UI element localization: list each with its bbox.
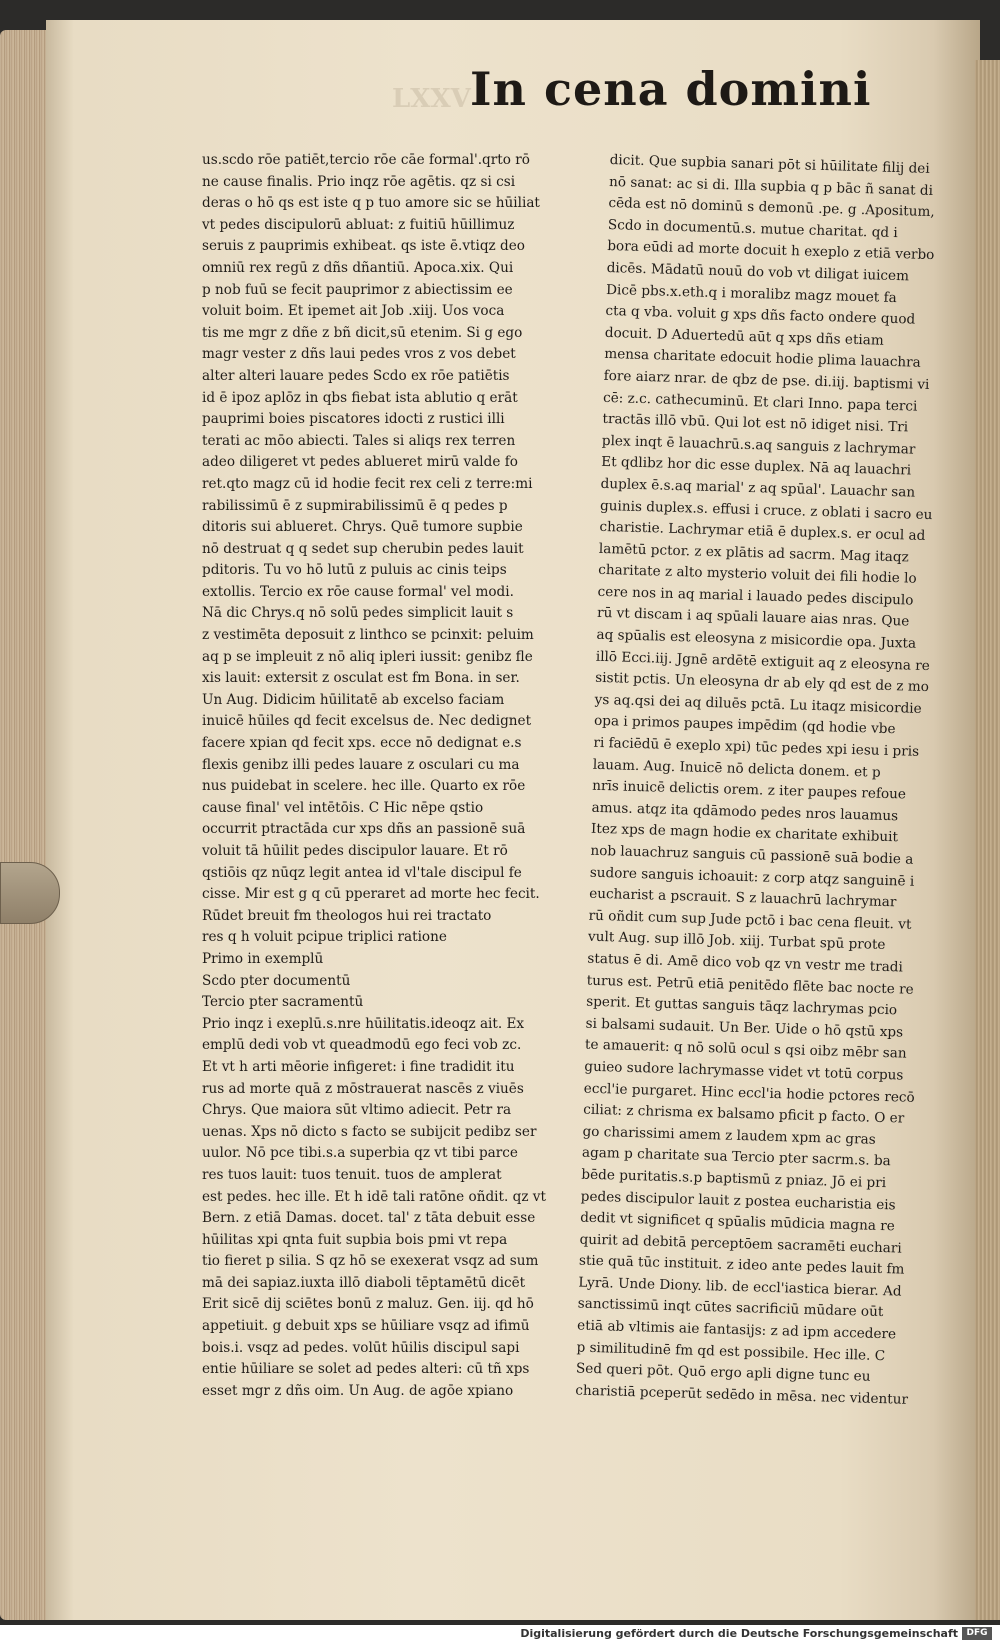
text-line: uulor. Nō pce tibi.s.a superbia qz vt tibi parce (202, 1145, 518, 1162)
text-line: Sed queri pōt. Quō ergo apli digne tunc eu (575, 1360, 871, 1385)
text-line: omniū rex regū z dñs dñantiū. Apoca.xix. Qui (202, 259, 514, 276)
text-line: guinis duplex.s. effusi i cruce. z oblati i sacro eu (599, 497, 933, 523)
text-line: bois.i. vsqz ad pedes. volūt hūilis discipul sapi (202, 1339, 520, 1356)
text-line: opa i primos paupes impēdim (qd hodie vbe (593, 713, 896, 738)
text-line: si balsami sudauit. Un Ber. Uide o hō qstū xps (585, 1015, 904, 1041)
text-line: cēda est nō dominū s demonū .pe. g .Apositum, (608, 195, 935, 221)
text-line: te amauerit: q nō solū ocul s qsi oibz mēbr san (584, 1036, 907, 1062)
text-line: seruis z pauprimis exhibeat. qs iste ē.vtiqz deo (202, 238, 525, 255)
text-line: vt pedes discipulorū abluat: z fuitiū hūillimuz (202, 216, 515, 233)
text-line: Itez xps de magn hodie ex charitate exhibuit (590, 821, 899, 846)
text-line: illō Ecci.iij. Jgnē ardētē extiguit aq z eleosyna re (595, 648, 931, 674)
page-title: In cena domini (470, 62, 872, 116)
footer-bar (0, 1625, 1000, 1643)
text-line: sanctissimū inqt cūtes sacrificiū mūdare oūt (577, 1296, 884, 1321)
text-line: ys aq.qsi dei aq diluēs pctā. Lu itaqz misicordie (594, 691, 922, 717)
text-line: nrīs inuicē delictis orem. z iter paupes refoue (592, 777, 907, 803)
text-line: voluit boim. Et ipemet ait Job .xiij. Uos voca (202, 303, 505, 320)
text-line: ditoris sui ablueret. Chrys. Quē tumore supbie (202, 519, 523, 536)
text-line: Nā dic Chrys.q nō solū pedes simplicit lauit s (202, 605, 514, 622)
text-line: Dicē pbs.x.eth.q i moralibz magz mouet fa (605, 281, 897, 306)
text-line: Prio inqz i exeplū.s.nre hūilitatis.ideoqz ait. Ex (202, 1015, 525, 1032)
text-line: guieo sudore lachrymasse videt vt totū corpus (584, 1058, 904, 1084)
text-line: turus est. Petrū etiā penitēdo flēte bac nocte re (586, 972, 914, 998)
text-line: alter alteri lauare pedes Scdo ex rōe patiētis (202, 367, 510, 384)
text-line: ne cause finalis. Prio inqz rōe agētis. qz si csi (202, 173, 516, 190)
text-line: nō destruat q q sedet sup cherubin pedes lauit (202, 540, 524, 557)
left-text-column (202, 150, 546, 1402)
text-line: magr vester z dñs laui pedes vros z vos debet (202, 346, 516, 363)
text-line: inuicē hūiles qd fecit excelsus de. Nec dedignet (202, 713, 532, 730)
text-line: flexis genibz illi pedes lauare z osculari cu ma (202, 756, 520, 773)
text-line: sperit. Et guttas sanguis tāqz lachrymas pcio (585, 993, 898, 1019)
text-line: terati ac mōo abiecti. Tales si aliqs rex terren (202, 432, 516, 449)
right-text-column (575, 150, 944, 1411)
text-line: Scdo in documentū.s. mutue charitat. qd i (607, 216, 898, 241)
text-line: bēde puritatis.s.p baptismū z pniaz. Jō ei pri (581, 1166, 887, 1192)
text-line: est pedes. hec ille. Et h idē tali ratōne oñdit. qz vt (202, 1188, 546, 1205)
text-line: fore aiarz nrar. de qbz de pse. di.iij. baptismi vi (603, 367, 930, 393)
text-line: amus. atqz ita qdāmodo pedes nros lauamus (591, 799, 899, 825)
text-line: charitate z alto mysterio voluit dei fili hodie lo (598, 562, 917, 588)
text-line: cere nos in aq marial i lauado pedes discipulo (597, 583, 914, 609)
text-line: Et vt h arti mēorie infigeret: i fine tradidit itu (202, 1058, 515, 1075)
text-line: hūilitas xpi qnta fuit supbia bois pmi vt repa (202, 1231, 508, 1248)
left-page-edges (0, 30, 48, 1620)
text-line: res q h voluit pcipue triplici ratione (202, 929, 447, 946)
text-line: charistie. Lachrymar etiā ē duplex.s. er ocul ad (599, 518, 926, 545)
right-page-edges (975, 60, 1000, 1620)
text-line: mensa charitate edocuit hodie plima lauachra (604, 346, 921, 372)
text-line: id ē ipoz aplōz in qbs fiebat ista ablutio q erāt (202, 389, 518, 406)
text-line: ri faciēdū ē exeplo xpi) tūc pedes xpi iesu i pris (593, 734, 920, 760)
text-line: dicit. Que supbia sanari pōt si hūilitate filij dei (609, 151, 930, 177)
text-line: xis lauit: extersit z osculat est fm Bona. in ser. (202, 670, 520, 687)
text-line: etiā ab vltimis aie fantasijs: z ad ipm accedere (576, 1317, 897, 1343)
text-line: pedes discipulor lauit z postea eucharistia eis (580, 1188, 896, 1213)
text-line: ret.qto magz cū id hodie fecit rex celi z terre:mi (202, 475, 533, 492)
text-line: Et qdlibz hor dic esse duplex. Nā aq lauachri (601, 454, 912, 479)
text-line: Chrys. Que maiora sūt vltimo adiecit. Petr ra (202, 1102, 512, 1119)
folio-number-faded: LXXV (392, 84, 471, 114)
text-line: duplex ē.s.aq marial' z aq spūal'. Lauachr san (600, 475, 916, 501)
text-line: rū vt discam i aq spūali lauare aias nras. Que (596, 605, 910, 631)
text-line: sistit pctis. Un eleosyna dr ab ely qd est de z mo (595, 670, 930, 696)
text-line: tio fieret p silia. S qz hō se exexerat vsqz ad sum (202, 1253, 539, 1270)
text-line: adeo diligeret vt pedes ablueret mirū valde fo (202, 454, 518, 471)
text-line: Bern. z etiā Damas. docet. tal' z tāta debuit esse (202, 1210, 536, 1227)
text-line: eucharist a pscrauit. S z lauachrū lachrymar (588, 885, 897, 911)
text-line: ciliat: z chrisma ex balsamo pficit p facto. O er (582, 1101, 905, 1127)
text-line: entie hūiliare se solet ad pedes alteri: cū tñ xps (202, 1361, 530, 1378)
text-line: rus ad morte quā z mōstrauerat nascēs z viuēs (202, 1080, 524, 1097)
text-line: deras o hō qs est iste q p tuo amore sic se hūiliat (202, 195, 540, 212)
text-line: facere xpian qd fecit xps. ecce nō dedignat e.s (202, 735, 522, 752)
text-line: voluit tā hūilit pedes discipulor lauare. Et rō (202, 843, 508, 859)
text-line: qstiōis qz nūqz legit antea id vl'tale discipul fe (202, 864, 522, 881)
text-line: eccl'ie purgaret. Hinc eccl'ia hodie pctores recō (583, 1080, 915, 1106)
text-line: uenas. Xps nō dicto s facto se subijcit pedibz ser (202, 1123, 537, 1140)
text-line: Erit sicē dij sciētes bonū z maluz. Gen. iij. qd hō (202, 1296, 534, 1313)
text-line: agam p charitate sua Tercio pter sacrm.s. ba (581, 1144, 891, 1170)
text-line: stie quā tūc instituit. z ideo ante pedes lauit fm (578, 1252, 905, 1278)
text-line: Scdo pter documentū (202, 972, 351, 989)
text-line: mā dei sapiaz.iuxta illō diaboli tēptamētū dicēt (202, 1274, 526, 1291)
text-line: charistiā pceperūt sedēdo in mēsa. nec videntur (575, 1382, 909, 1408)
text-line: Rūdet breuit fm theologos hui rei tractato (202, 907, 492, 924)
text-line: docuit. D Aduertedū aūt q xps dñs etiam (604, 324, 884, 349)
text-line: Tercio pter sacramentū (202, 994, 364, 1011)
text-line: tis me mgr z dñe z bñ dicit,sū etenim. Si g ego (202, 324, 523, 341)
text-line: extollis. Tercio ex rōe cause formal' vel modi. (202, 583, 514, 600)
text-line: rabilissimū ē z supmirabilissimū ē q pedes p (202, 497, 508, 514)
text-line: plex inqt ē lauachrū.s.aq sanguis z lachrymar (601, 432, 916, 458)
text-line: cē: z.c. cathecuminū. Et clari Inno. papa terci (602, 389, 918, 415)
text-line: dicēs. Mādatū nouū do vob vt diligat iuicem (606, 259, 910, 285)
text-line: pauprimi boies piscatores idocti z rustici illi (202, 411, 505, 428)
text-line: cta q vba. voluit g xps dñs facto ondere quod (605, 303, 916, 328)
text-line: vult Aug. sup illō Job. xiij. Turbat spū prote (587, 929, 886, 954)
text-line: p similitudinē fm qd est possibile. Hec ille. C (576, 1339, 886, 1364)
text-line: Lyrā. Unde Diony. lib. de eccl'iastica bierar. Ad (578, 1274, 902, 1300)
text-line: rū oñdit cum sup Jude pctō i bac cena fleuit. vt (588, 907, 912, 933)
text-line: pditoris. Tu vo hō lutū z puluis ac cinis teips (202, 562, 507, 579)
text-line: us.scdo rōe patiēt,tercio rōe cāe formal'.qrto rō (202, 152, 530, 168)
text-line: p nob fuū se fecit pauprimor z abiectissim ee (202, 281, 513, 298)
text-line: lamētū pctor. z ex plātis ad sacrm. Mag itaqz (598, 540, 909, 566)
text-line: emplū dedi vob vt queadmodū ego feci vob zc. (202, 1037, 522, 1054)
text-line: sudore sanguis ichoauit: z corp atqz sanguinē i (589, 864, 915, 890)
dfg-logo: DFG (962, 1627, 992, 1640)
book-clasp (0, 862, 60, 924)
text-line: occurrit ptractāda cur xps dñs an passionē suā (202, 821, 526, 838)
text-line: nus puidebat in scelere. hec ille. Quarto ex rōe (202, 778, 526, 795)
text-line: tractās illō vbū. Qui lot est nō idiget nisi. Tri (602, 411, 909, 436)
funding-credit: Digitalisierung gefördert durch die Deutsche Forschungsgemeinschaft (520, 1627, 958, 1640)
text-line: cisse. Mir est g q cū pperaret ad morte hec fecit. (202, 886, 540, 903)
text-line: nob lauachruz sanguis cū passionē suā bodie a (590, 842, 914, 868)
text-line: Un Aug. Didicim hūilitatē ab excelso faciam (202, 691, 505, 708)
text-line: lauam. Aug. Inuicē nō delicta donem. et p (592, 756, 881, 781)
text-line: go charissimi amem z laudem xpm ac gras (582, 1123, 876, 1148)
text-line: aq spūalis est eleosyna z misicordie opa. Juxta (596, 626, 917, 652)
text-line: nō sanat: ac si di. Illa supbia q p bāc ñ sanat di (608, 173, 934, 199)
text-line: esset mgr z dñs oim. Un Aug. de agōe xpiano (202, 1382, 514, 1399)
text-line: Primo in exemplū (202, 950, 324, 967)
text-line: z vestimēta deposuit z linthco se pcinxit: peluim (202, 627, 534, 644)
text-line: aq p se impleuit z nō aliq ipleri iussit: genibz fle (202, 648, 533, 665)
text-line: appetiuit. g debuit xps se hūiliare vsqz ad ifimū (202, 1318, 530, 1335)
text-line: res tuos lauit: tuos tenuit. tuos de amplerat (202, 1166, 502, 1183)
text-line: dedit vt significet q spūalis mūdicia magna re (579, 1209, 896, 1235)
text-line: quirit ad debitā perceptōem sacramēti euchari (579, 1231, 902, 1257)
text-line: cause final' vel intētōis. C Hic nēpe qstio (202, 799, 484, 816)
text-line: bora eūdi ad morte docuit h exeplo z etiā verbo (607, 238, 935, 264)
text-line: status ē di. Amē dico vob qz vn vestr me tradi (587, 950, 904, 976)
